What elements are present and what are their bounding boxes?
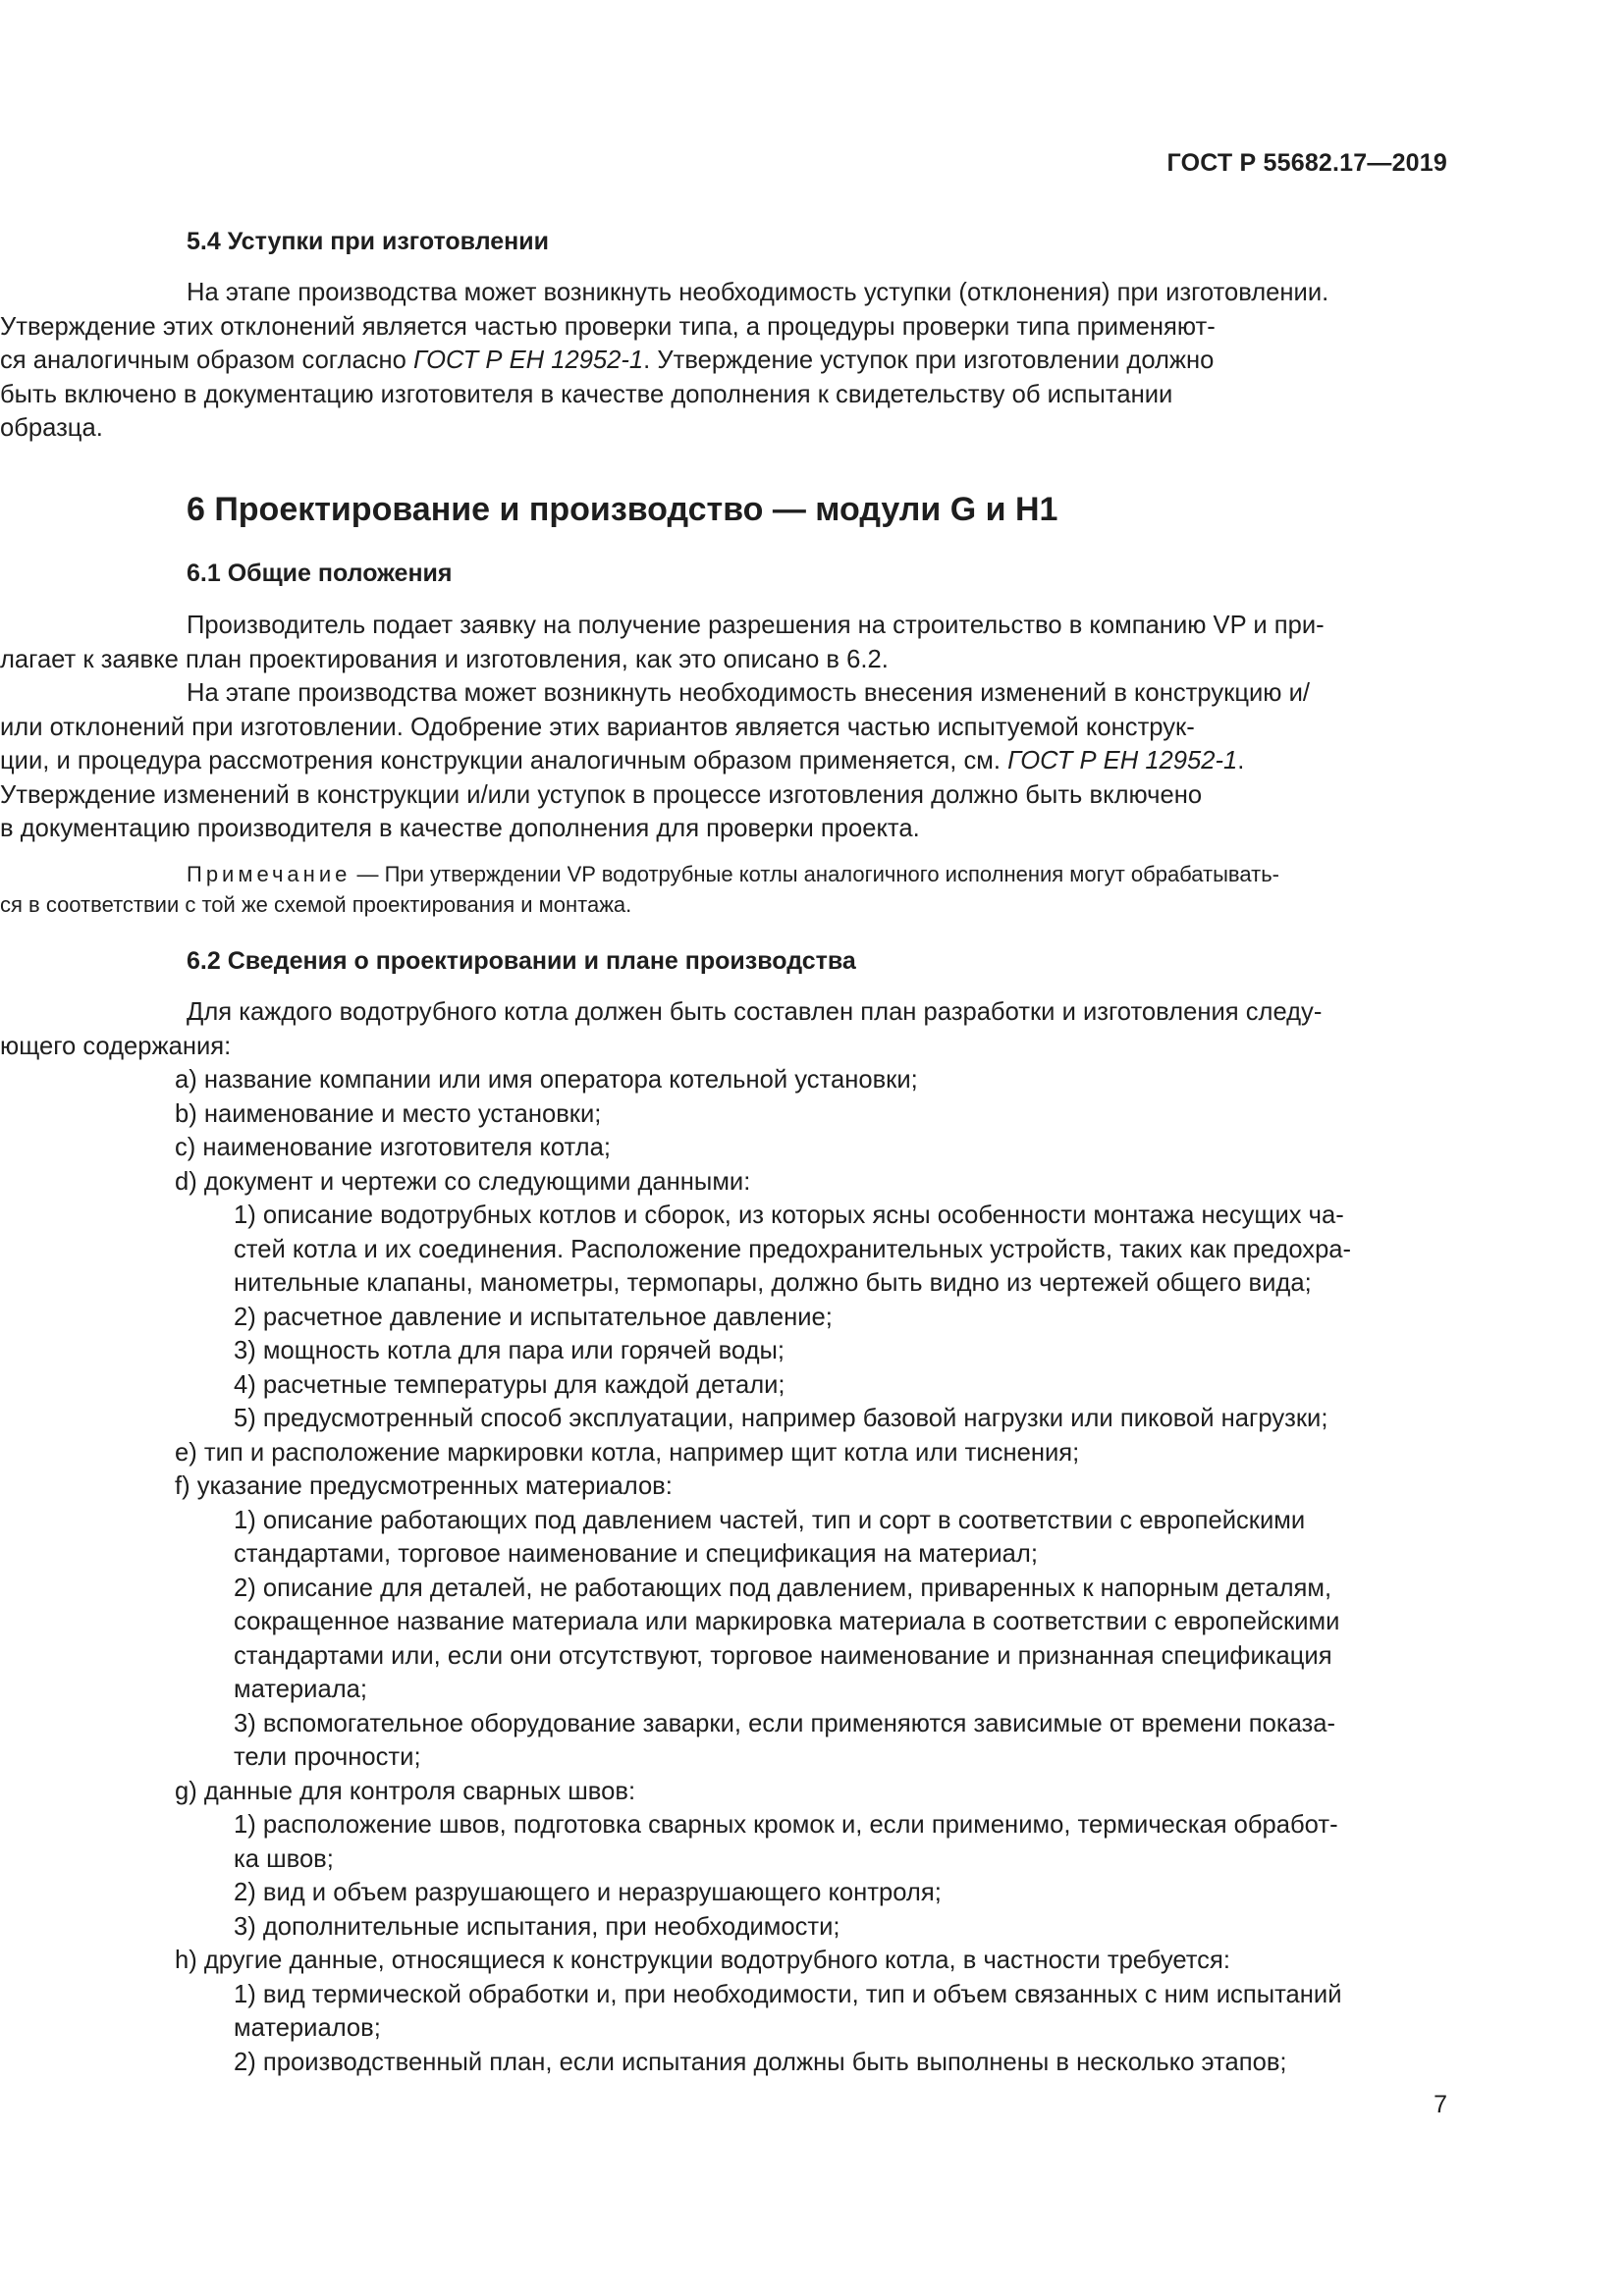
paragraph-line: На этапе производства может возникнуть необходимость уступки (отклонения) при изготовлении.: [187, 279, 1329, 306]
paragraph-line: ся аналогичным образом согласно: [0, 347, 414, 374]
paragraph-line: Производитель подает заявку на получение разрешения на строительство в компанию VP и при-: [187, 612, 1325, 639]
list-subitem: стандартами, торговое наименование и спецификация на материал;: [234, 1540, 1038, 1568]
list-subitem: 2) производственный план, если испытания должны быть выполнены в несколько этапов;: [234, 2048, 1287, 2076]
list-item-g: g) данные для контроля сварных швов:: [175, 1777, 636, 1805]
list-subitem: 1) вид термической обработки и, при необходимости, тип и объем связанных с ним испытаний: [234, 1980, 1342, 2008]
section-6-2-title: 6.2 Сведения о проектировании и плане производства: [187, 947, 856, 975]
list-subitem: 2) описание для деталей, не работающих под давлением, приваренных к напорным деталям,: [234, 1574, 1332, 1602]
section-6-1-paragraph: [0, 609, 1447, 846]
list-subitem: 2) расчетное давление и испытательное давление;: [234, 1303, 833, 1331]
list-subitem: сокращенное название материала или маркировка материала в соответствии с европейскими: [234, 1608, 1340, 1635]
list-subitem: 1) описание работающих под давлением частей, тип и сорт в соответствии с европейскими: [234, 1506, 1306, 1534]
page-number: 7: [1434, 2091, 1447, 2118]
list-item-a: a) название компании или имя оператора котельной установки;: [175, 1066, 918, 1094]
standard-reference: ГОСТ Р ЕН 12952-1: [413, 347, 644, 374]
section-6-2-list: [0, 995, 1447, 2079]
paragraph-line: или отклонений при изготовлении. Одобрение этих вариантов является частью испытуемой конструк-: [0, 713, 1195, 741]
paragraph-line: .: [1237, 747, 1245, 774]
list-subitem: стандартами или, если они отсутствуют, торговое наименование и признанная спецификация: [234, 1641, 1332, 1670]
list-subitem: 3) мощность котла для пара или горячей воды;: [234, 1337, 785, 1364]
note: [0, 859, 1447, 920]
list-subitem: 1) описание водотрубных котлов и сборок, из которых ясны особенности монтажа несущих ча-: [234, 1201, 1344, 1229]
standard-reference: ГОСТ Р ЕН 12952-1: [1007, 747, 1238, 774]
list-subitem: 3) дополнительные испытания, при необходимости;: [234, 1912, 840, 1941]
paragraph-line: Утверждение изменений в конструкции и/или уступок в процессе изготовления должно быть включено: [0, 780, 1203, 809]
section-6-1-title: 6.1 Общие положения: [187, 560, 453, 587]
note-label: Примечание: [187, 862, 352, 886]
list-subitem: материала;: [234, 1676, 367, 1703]
paragraph-line: лагает к заявке план проектирования и изготовления, как это описано в 6.2.: [0, 645, 889, 673]
paragraph-line: Утверждение этих отклонений является частью проверки типа, а процедуры проверки типа применяют-: [0, 312, 1216, 341]
paragraph-line: в документацию производителя в качестве дополнения для проверки проекта.: [0, 815, 920, 842]
list-subitem: ка швов;: [234, 1844, 334, 1873]
section-6-title: 6 Проектирование и производство — модули G и H1: [187, 491, 1058, 528]
list-subitem: тели прочности;: [234, 1743, 421, 1771]
list-item-c: c) наименование изготовителя котла;: [175, 1134, 611, 1161]
list-subitem: 4) расчетные температуры для каждой детали;: [234, 1370, 785, 1399]
list-item-d: d) документ и чертежи со следующими данными:: [175, 1167, 751, 1196]
section-5-4-paragraph: [0, 276, 1447, 446]
list-item-e: e) тип и расположение маркировки котла, например щит котла или тиснения;: [175, 1438, 1080, 1467]
paragraph-line: . Утверждение уступок при изготовлении должно: [643, 347, 1215, 374]
paragraph-line: Для каждого водотрубного котла должен быть составлен план разработки и изготовления следу-: [187, 998, 1323, 1026]
paragraph-line: ющего содержания:: [0, 1032, 232, 1060]
list-subitem: нительные клапаны, манометры, термопары, должно быть видно из чертежей общего вида;: [234, 1269, 1312, 1297]
section-5-4-title: 5.4 Уступки при изготовлении: [187, 228, 550, 255]
list-subitem: стей котла и их соединения. Расположение предохранительных устройств, таких как предохра-: [234, 1235, 1352, 1263]
list-item-f: f) указание предусмотренных материалов:: [175, 1472, 673, 1500]
list-item-h: h) другие данные, относящиеся к конструкции водотрубного котла, в частности требуется:: [175, 1947, 1230, 1974]
list-subitem: 2) вид и объем разрушающего и неразрушающего контроля;: [234, 1879, 942, 1906]
list-subitem: материалов;: [234, 2014, 381, 2042]
list-subitem: 1) расположение швов, подготовка сварных кромок и, если применимо, термическая обработ-: [234, 1811, 1338, 1839]
list-item-b: b) наименование и место установки;: [175, 1099, 602, 1128]
document-number: ГОСТ Р 55682.17—2019: [1166, 149, 1447, 177]
note-text: — При утверждении VP водотрубные котлы аналогичного исполнения могут обрабатывать-: [351, 862, 1279, 886]
list-subitem: 3) вспомогательное оборудование заварки, если применяются зависимые от времени показа-: [234, 1709, 1336, 1737]
paragraph-line: быть включено в документацию изготовителя в качестве дополнения к свидетельству об испытании: [0, 380, 1173, 408]
paragraph-line: ции, и процедура рассмотрения конструкции аналогичным образом применяется, см.: [0, 747, 1008, 774]
paragraph-line: образца.: [0, 414, 103, 442]
list-subitem: 5) предусмотренный способ эксплуатации, например базовой нагрузки или пиковой нагрузки;: [234, 1405, 1328, 1432]
note-text: ся в соответствии с той же схемой проектирования и монтажа.: [0, 892, 632, 917]
paragraph-line: На этапе производства может возникнуть необходимость внесения изменений в конструкцию и/: [187, 679, 1311, 707]
